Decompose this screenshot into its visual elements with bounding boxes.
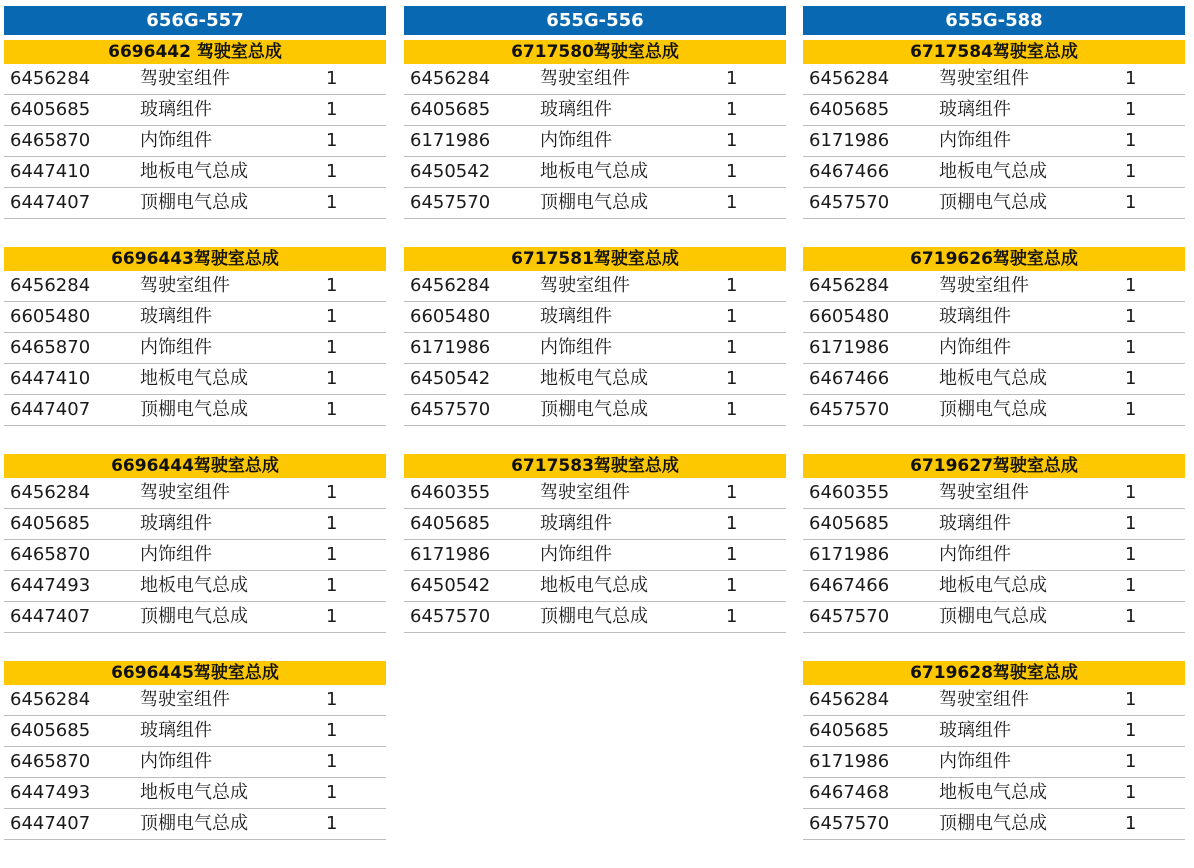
part-name: 内饰组件 — [939, 337, 1011, 358]
table-row — [4, 685, 386, 716]
quantity: 1 — [326, 782, 338, 803]
parts-list — [4, 64, 386, 219]
parts-list — [803, 64, 1185, 219]
assembly-section — [803, 454, 1185, 633]
table-row — [4, 716, 386, 747]
table-row — [803, 716, 1185, 747]
quantity: 1 — [326, 161, 338, 182]
assembly-title: 6696444驾驶室总成 — [4, 454, 386, 478]
parts-list — [4, 478, 386, 633]
part-name: 地板电气总成 — [939, 782, 1047, 803]
assembly-section — [4, 40, 386, 219]
table-row — [4, 395, 386, 426]
parts-list — [404, 271, 786, 426]
part-name: 玻璃组件 — [140, 306, 212, 327]
part-number: 6447407 — [10, 399, 91, 420]
part-name: 内饰组件 — [140, 337, 212, 358]
part-name: 玻璃组件 — [540, 513, 612, 534]
part-name: 地板电气总成 — [140, 782, 248, 803]
part-number: 6405685 — [410, 513, 491, 534]
part-number: 6460355 — [410, 482, 491, 503]
assembly-section — [4, 247, 386, 426]
part-number: 6171986 — [410, 130, 491, 151]
quantity: 1 — [726, 306, 738, 327]
assembly-title: 6696442 驾驶室总成 — [4, 40, 386, 64]
part-name: 玻璃组件 — [140, 720, 212, 741]
part-name: 内饰组件 — [140, 130, 212, 151]
part-name: 驾驶室组件 — [140, 689, 230, 710]
quantity: 1 — [1125, 575, 1137, 596]
quantity: 1 — [326, 368, 338, 389]
part-name: 顶棚电气总成 — [540, 192, 648, 213]
part-name: 内饰组件 — [939, 130, 1011, 151]
quantity: 1 — [726, 513, 738, 534]
table-row — [404, 571, 786, 602]
part-name: 玻璃组件 — [540, 306, 612, 327]
part-number: 6467468 — [809, 782, 890, 803]
quantity: 1 — [1125, 337, 1137, 358]
quantity: 1 — [1125, 161, 1137, 182]
part-number: 6405685 — [10, 720, 91, 741]
quantity: 1 — [726, 575, 738, 596]
table-row — [803, 778, 1185, 809]
table-row — [4, 302, 386, 333]
part-name: 玻璃组件 — [140, 513, 212, 534]
part-number: 6447493 — [10, 782, 91, 803]
part-number: 6450542 — [410, 368, 491, 389]
part-number: 6456284 — [809, 275, 890, 296]
table-row — [4, 602, 386, 633]
part-number: 6171986 — [809, 751, 890, 772]
quantity: 1 — [1125, 689, 1137, 710]
quantity: 1 — [326, 99, 338, 120]
table-row — [803, 540, 1185, 571]
quantity: 1 — [1125, 192, 1137, 213]
table-row — [4, 509, 386, 540]
quantity: 1 — [726, 275, 738, 296]
part-number: 6467466 — [809, 368, 890, 389]
quantity: 1 — [326, 751, 338, 772]
quantity: 1 — [326, 813, 338, 834]
part-number: 6447410 — [10, 161, 91, 182]
part-name: 顶棚电气总成 — [140, 192, 248, 213]
part-number: 6605480 — [809, 306, 890, 327]
part-number: 6460355 — [809, 482, 890, 503]
part-name: 内饰组件 — [140, 544, 212, 565]
part-number: 6405685 — [809, 99, 890, 120]
quantity: 1 — [326, 575, 338, 596]
table-row — [4, 364, 386, 395]
part-name: 顶棚电气总成 — [939, 399, 1047, 420]
part-number: 6447407 — [10, 606, 91, 627]
quantity: 1 — [1125, 368, 1137, 389]
quantity: 1 — [326, 513, 338, 534]
part-number: 6456284 — [10, 689, 91, 710]
part-name: 驾驶室组件 — [939, 482, 1029, 503]
part-number: 6456284 — [10, 68, 91, 89]
table-row — [803, 395, 1185, 426]
table-row — [803, 809, 1185, 840]
quantity: 1 — [326, 68, 338, 89]
part-number: 6447410 — [10, 368, 91, 389]
parts-list — [4, 271, 386, 426]
table-row — [4, 540, 386, 571]
part-name: 内饰组件 — [540, 544, 612, 565]
quantity: 1 — [1125, 68, 1137, 89]
table-row — [803, 685, 1185, 716]
table-row — [404, 602, 786, 633]
parts-list — [4, 685, 386, 840]
table-row — [404, 188, 786, 219]
table-row — [803, 571, 1185, 602]
table-row — [404, 64, 786, 95]
assembly-title: 6717584驾驶室总成 — [803, 40, 1185, 64]
assembly-section — [404, 454, 786, 633]
table-row — [404, 478, 786, 509]
quantity: 1 — [326, 275, 338, 296]
table-row — [803, 333, 1185, 364]
part-name: 玻璃组件 — [939, 513, 1011, 534]
part-number: 6171986 — [809, 130, 890, 151]
table-row — [4, 478, 386, 509]
table-row — [4, 126, 386, 157]
table-row — [4, 571, 386, 602]
assembly-section — [404, 40, 786, 219]
model-header: 656G-557 — [4, 6, 386, 35]
part-name: 顶棚电气总成 — [540, 399, 648, 420]
table-row — [4, 747, 386, 778]
table-row — [803, 602, 1185, 633]
quantity: 1 — [1125, 482, 1137, 503]
quantity: 1 — [1125, 720, 1137, 741]
part-number: 6456284 — [410, 275, 491, 296]
table-row — [803, 188, 1185, 219]
part-name: 地板电气总成 — [540, 575, 648, 596]
part-number: 6457570 — [410, 606, 491, 627]
part-name: 驾驶室组件 — [540, 482, 630, 503]
part-name: 顶棚电气总成 — [939, 813, 1047, 834]
quantity: 1 — [726, 192, 738, 213]
part-name: 内饰组件 — [939, 544, 1011, 565]
part-name: 玻璃组件 — [140, 99, 212, 120]
model-header: 655G-588 — [803, 6, 1185, 35]
table-row — [404, 395, 786, 426]
part-name: 驾驶室组件 — [540, 68, 630, 89]
quantity: 1 — [326, 130, 338, 151]
part-name: 顶棚电气总成 — [540, 606, 648, 627]
model-column — [404, 6, 786, 661]
table-row — [803, 478, 1185, 509]
part-name: 地板电气总成 — [939, 368, 1047, 389]
part-name: 地板电气总成 — [140, 161, 248, 182]
assembly-section — [803, 661, 1185, 840]
quantity: 1 — [726, 161, 738, 182]
part-number: 6456284 — [10, 275, 91, 296]
assembly-title: 6717583驾驶室总成 — [404, 454, 786, 478]
part-number: 6465870 — [10, 337, 91, 358]
part-number: 6405685 — [809, 513, 890, 534]
quantity: 1 — [726, 130, 738, 151]
table-row — [404, 333, 786, 364]
model-column — [803, 6, 1185, 868]
quantity: 1 — [326, 482, 338, 503]
quantity: 1 — [1125, 813, 1137, 834]
part-name: 驾驶室组件 — [140, 275, 230, 296]
quantity: 1 — [326, 399, 338, 420]
quantity: 1 — [726, 368, 738, 389]
part-name: 地板电气总成 — [939, 575, 1047, 596]
table-row — [803, 271, 1185, 302]
part-number: 6447407 — [10, 192, 91, 213]
assembly-section — [803, 247, 1185, 426]
part-name: 玻璃组件 — [939, 720, 1011, 741]
part-name: 地板电气总成 — [939, 161, 1047, 182]
quantity: 1 — [326, 606, 338, 627]
part-name: 地板电气总成 — [140, 368, 248, 389]
table-row — [4, 809, 386, 840]
part-number: 6605480 — [10, 306, 91, 327]
part-name: 玻璃组件 — [939, 306, 1011, 327]
part-number: 6457570 — [809, 813, 890, 834]
assembly-title: 6717581驾驶室总成 — [404, 247, 786, 271]
part-name: 内饰组件 — [939, 751, 1011, 772]
table-row — [4, 271, 386, 302]
part-name: 内饰组件 — [140, 751, 212, 772]
part-name: 驾驶室组件 — [540, 275, 630, 296]
part-number: 6447493 — [10, 575, 91, 596]
quantity: 1 — [1125, 544, 1137, 565]
assembly-section — [404, 247, 786, 426]
assembly-title: 6719628驾驶室总成 — [803, 661, 1185, 685]
part-number: 6457570 — [809, 192, 890, 213]
part-number: 6405685 — [10, 513, 91, 534]
part-name: 顶棚电气总成 — [140, 813, 248, 834]
table-row — [404, 157, 786, 188]
part-number: 6171986 — [809, 337, 890, 358]
part-name: 顶棚电气总成 — [939, 606, 1047, 627]
part-name: 地板电气总成 — [140, 575, 248, 596]
quantity: 1 — [326, 720, 338, 741]
part-number: 6456284 — [809, 689, 890, 710]
part-number: 6405685 — [809, 720, 890, 741]
model-header: 655G-556 — [404, 6, 786, 35]
quantity: 1 — [326, 689, 338, 710]
part-number: 6450542 — [410, 575, 491, 596]
part-number: 6456284 — [809, 68, 890, 89]
quantity: 1 — [726, 544, 738, 565]
part-name: 玻璃组件 — [540, 99, 612, 120]
assembly-title: 6696445驾驶室总成 — [4, 661, 386, 685]
table-row — [404, 364, 786, 395]
quantity: 1 — [1125, 513, 1137, 534]
part-number: 6457570 — [809, 606, 890, 627]
quantity: 1 — [326, 306, 338, 327]
model-column — [4, 6, 386, 868]
part-number: 6605480 — [410, 306, 491, 327]
part-name: 驾驶室组件 — [939, 275, 1029, 296]
table-row — [803, 364, 1185, 395]
quantity: 1 — [1125, 782, 1137, 803]
quantity: 1 — [726, 337, 738, 358]
part-name: 驾驶室组件 — [939, 689, 1029, 710]
table-row — [803, 747, 1185, 778]
table-row — [404, 126, 786, 157]
part-name: 顶棚电气总成 — [140, 606, 248, 627]
quantity: 1 — [326, 192, 338, 213]
parts-list — [803, 478, 1185, 633]
quantity: 1 — [1125, 606, 1137, 627]
assembly-section — [4, 454, 386, 633]
part-number: 6405685 — [410, 99, 491, 120]
assembly-section — [4, 661, 386, 840]
table-row — [803, 509, 1185, 540]
table-row — [803, 302, 1185, 333]
quantity: 1 — [1125, 99, 1137, 120]
part-number: 6171986 — [410, 544, 491, 565]
quantity: 1 — [1125, 751, 1137, 772]
parts-list — [404, 478, 786, 633]
quantity: 1 — [326, 544, 338, 565]
quantity: 1 — [726, 606, 738, 627]
part-number: 6465870 — [10, 751, 91, 772]
table-row — [4, 157, 386, 188]
part-name: 玻璃组件 — [939, 99, 1011, 120]
assembly-title: 6719627驾驶室总成 — [803, 454, 1185, 478]
assembly-title: 6696443驾驶室总成 — [4, 247, 386, 271]
part-number: 6405685 — [10, 99, 91, 120]
quantity: 1 — [726, 399, 738, 420]
parts-list — [404, 64, 786, 219]
part-number: 6467466 — [809, 575, 890, 596]
table-row — [404, 271, 786, 302]
table-row — [404, 302, 786, 333]
part-name: 驾驶室组件 — [939, 68, 1029, 89]
part-number: 6457570 — [410, 192, 491, 213]
part-name: 驾驶室组件 — [140, 68, 230, 89]
table-row — [803, 64, 1185, 95]
table-row — [404, 509, 786, 540]
part-number: 6450542 — [410, 161, 491, 182]
assembly-section — [803, 40, 1185, 219]
part-number: 6457570 — [410, 399, 491, 420]
quantity: 1 — [726, 68, 738, 89]
assembly-title: 6719626驾驶室总成 — [803, 247, 1185, 271]
parts-list — [803, 271, 1185, 426]
table-row — [4, 333, 386, 364]
part-number: 6465870 — [10, 130, 91, 151]
table-row — [4, 778, 386, 809]
quantity: 1 — [1125, 399, 1137, 420]
part-name: 内饰组件 — [540, 130, 612, 151]
table-row — [4, 188, 386, 219]
part-number: 6457570 — [809, 399, 890, 420]
table-row — [404, 95, 786, 126]
table-row — [4, 95, 386, 126]
part-name: 内饰组件 — [540, 337, 612, 358]
quantity: 1 — [1125, 130, 1137, 151]
table-row — [803, 126, 1185, 157]
assembly-title: 6717580驾驶室总成 — [404, 40, 786, 64]
table-row — [4, 64, 386, 95]
part-name: 地板电气总成 — [540, 368, 648, 389]
part-number: 6456284 — [10, 482, 91, 503]
part-number: 6171986 — [809, 544, 890, 565]
part-number: 6456284 — [410, 68, 491, 89]
quantity: 1 — [726, 99, 738, 120]
quantity: 1 — [1125, 275, 1137, 296]
quantity: 1 — [326, 337, 338, 358]
table-row — [803, 157, 1185, 188]
part-number: 6171986 — [410, 337, 491, 358]
quantity: 1 — [726, 482, 738, 503]
quantity: 1 — [1125, 306, 1137, 327]
parts-list — [803, 685, 1185, 840]
table-row — [803, 95, 1185, 126]
part-number: 6465870 — [10, 544, 91, 565]
part-number: 6467466 — [809, 161, 890, 182]
table-row — [404, 540, 786, 571]
part-number: 6447407 — [10, 813, 91, 834]
part-name: 顶棚电气总成 — [939, 192, 1047, 213]
part-name: 驾驶室组件 — [140, 482, 230, 503]
part-name: 顶棚电气总成 — [140, 399, 248, 420]
part-name: 地板电气总成 — [540, 161, 648, 182]
